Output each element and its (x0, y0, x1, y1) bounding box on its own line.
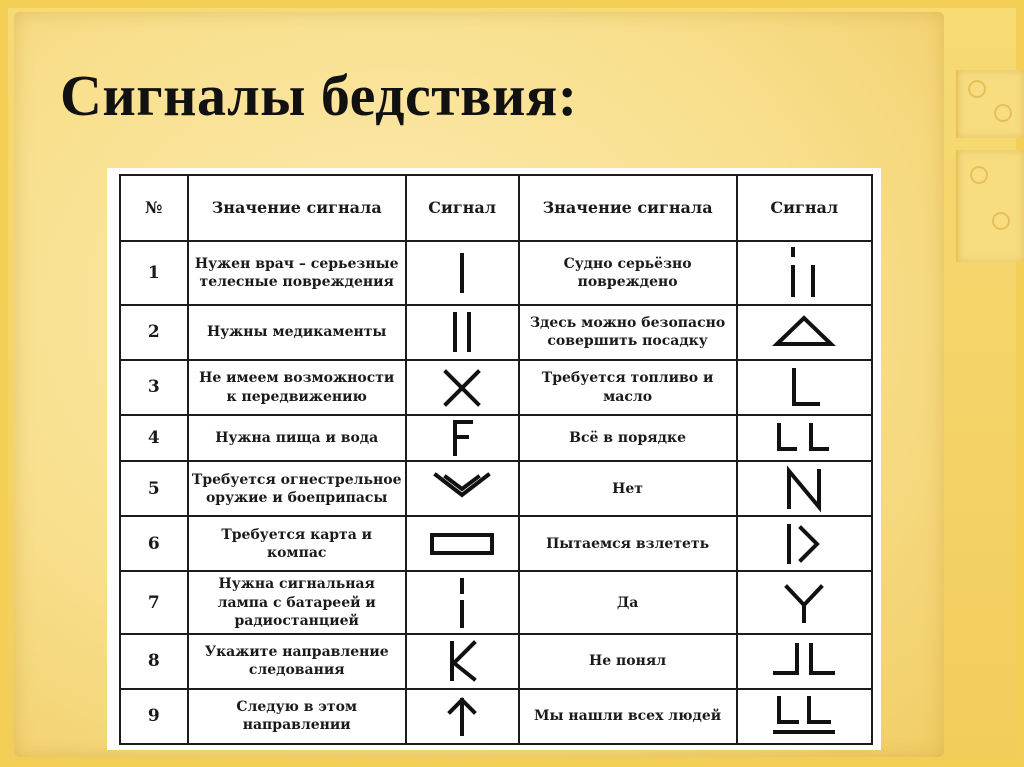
table-row (120, 305, 872, 360)
arrow-up-icon (406, 689, 519, 744)
signal-meaning: Нет (519, 461, 737, 516)
row-number: 5 (120, 461, 188, 516)
row-number: 6 (120, 516, 188, 571)
page-title: Сигналы бедствия: (60, 63, 578, 128)
signal-meaning: Да (519, 571, 737, 633)
ll-underline-icon (737, 689, 872, 744)
dot-bar-bar-icon (737, 241, 872, 305)
double-l-icon (737, 415, 872, 461)
header-signal: Сигнал (737, 175, 872, 241)
f-shape-icon (406, 415, 519, 461)
signal-meaning: Нужны медикаменты (188, 305, 406, 360)
double-bar-icon (406, 305, 519, 360)
signal-meaning: Нужна сигнальная лампа с батареей и радиостанцией (188, 571, 406, 633)
table-row (120, 634, 872, 689)
signals-table (119, 174, 873, 745)
row-number: 7 (120, 571, 188, 633)
header-number: № (120, 175, 188, 241)
row-number: 3 (120, 360, 188, 415)
k-shape-icon (406, 634, 519, 689)
signal-meaning: Укажите направление следования (188, 634, 406, 689)
signal-meaning: Пытаемся взлететь (519, 516, 737, 571)
side-decoration (956, 150, 1024, 262)
signal-meaning: Следую в этом направлении (188, 689, 406, 744)
bar-arrow-right-icon (737, 516, 872, 571)
row-number: 9 (120, 689, 188, 744)
row-number: 8 (120, 634, 188, 689)
y-shape-icon (737, 571, 872, 633)
table-row (120, 360, 872, 415)
signal-meaning: Судно серьёзно повреждено (519, 241, 737, 305)
j-l-icon (737, 634, 872, 689)
table-row (120, 415, 872, 461)
single-bar-icon (406, 241, 519, 305)
table-body (120, 241, 872, 744)
row-number: 2 (120, 305, 188, 360)
x-cross-icon (406, 360, 519, 415)
l-shape-icon (737, 360, 872, 415)
signal-meaning: Требуется огнестрельное оружие и боеприпасы (188, 461, 406, 516)
table-row (120, 241, 872, 305)
table-row (120, 571, 872, 633)
header-meaning: Значение сигнала (519, 175, 737, 241)
table-row (120, 516, 872, 571)
table-row (120, 689, 872, 744)
table-row (120, 461, 872, 516)
row-number: 1 (120, 241, 188, 305)
dashed-bar-icon (406, 571, 519, 633)
signal-meaning: Здесь можно безопасно совершить посадку (519, 305, 737, 360)
header-meaning: Значение сигнала (188, 175, 406, 241)
signal-meaning: Не имеем возможности к передвижению (188, 360, 406, 415)
table-header-row (120, 175, 872, 241)
header-signal: Сигнал (406, 175, 519, 241)
row-number: 4 (120, 415, 188, 461)
signals-table-card (107, 168, 881, 750)
side-decoration (956, 70, 1024, 138)
signal-meaning: Не понял (519, 634, 737, 689)
triangle-icon (737, 305, 872, 360)
double-chevron-icon (406, 461, 519, 516)
signal-meaning: Нужен врач – серьезные телесные повреждения (188, 241, 406, 305)
signal-meaning: Требуется карта и компас (188, 516, 406, 571)
signal-meaning: Требуется топливо и масло (519, 360, 737, 415)
rectangle-icon (406, 516, 519, 571)
signal-meaning: Мы нашли всех людей (519, 689, 737, 744)
n-shape-icon (737, 461, 872, 516)
signal-meaning: Нужна пища и вода (188, 415, 406, 461)
signal-meaning: Всё в порядке (519, 415, 737, 461)
